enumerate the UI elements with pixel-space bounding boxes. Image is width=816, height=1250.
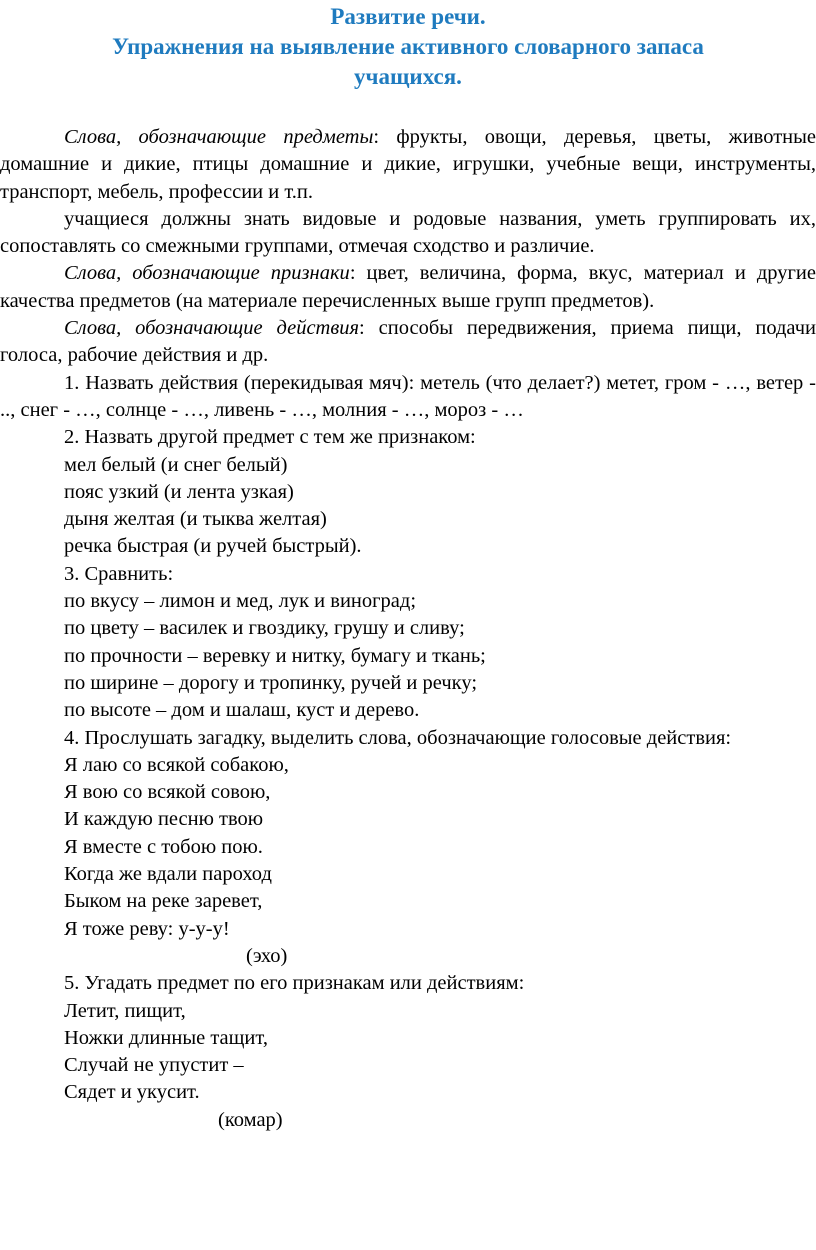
exercise-3-line: по прочности – веревку и нитку, бумагу и ткань; — [64, 644, 486, 667]
riddle-line: Ножки длинные тащит, — [64, 1026, 268, 1049]
exercise-3-line: по вкусу – лимон и мед, лук и виноград; — [64, 590, 417, 613]
actions-label: Слова, обозначающие действия — [64, 317, 360, 340]
objects-label: Слова, обозначающие предметы — [64, 126, 374, 148]
paragraph-features — [0, 260, 816, 315]
exercise-3-line: по высоте – дом и шалаш, куст и дерево. — [64, 699, 420, 722]
riddle-answer: (комар) — [218, 1108, 283, 1131]
exercise-5-title: 5. Угадать предмет по его признакам или действиям: — [64, 972, 525, 995]
exercise-1: 1. Назвать действия (перекидывая мяч): метель (что делает?) метет, гром - …, ветер - .., снег - …, солнце - …, ливень - …, молния - …, мороз - … — [0, 371, 816, 421]
riddle-line: Я лаю со всякой собакою, — [64, 753, 289, 776]
riddle-line: И каждую песню твою — [64, 808, 264, 831]
paragraph-actions — [0, 315, 816, 370]
riddle-line: Я тоже реву: у-у-у! — [64, 917, 230, 940]
paragraph-objects — [0, 124, 816, 206]
exercise-3-line: по цвету – василек и гвоздику, грушу и сливу; — [64, 617, 465, 640]
exercise-2-line: дыня желтая (и тыква желтая) — [64, 508, 327, 531]
exercise-2-title: 2. Назвать другой предмет с тем же признаком: — [64, 426, 476, 449]
document-body — [0, 124, 816, 1134]
exercise-3-line: по ширине – дорогу и тропинку, ручей и речку; — [64, 671, 478, 694]
riddle-line: Летит, пищит, — [64, 999, 186, 1022]
exercise-4-title: 4. Прослушать загадку, выделить слова, обозначающие голосовые действия: — [64, 726, 732, 749]
riddle-line: Я вместе с тобою пою. — [64, 835, 263, 858]
riddle-answer: (эхо) — [246, 944, 288, 967]
page-title: Развитие речи. — [330, 4, 486, 29]
paragraph-objects-note: учащиеся должны знать видовые и родовые названия, уметь группировать их, сопоставлять со смежными группами, отмечая сходство и различие. — [0, 207, 816, 258]
riddle-line: Я вою со всякой совою, — [64, 781, 271, 804]
exercise-3-title: 3. Сравнить: — [64, 562, 174, 585]
page-subtitle-line-2: учащихся. — [354, 64, 462, 89]
exercise-2-line: мел белый (и снег белый) — [64, 453, 288, 476]
page-subtitle-line-1: Упражнения на выявление активного словарного запаса — [112, 34, 704, 59]
riddle-line: Случай не упустит – — [64, 1054, 244, 1077]
exercise-2-line: пояс узкий (и лента узкая) — [64, 480, 294, 503]
exercise-2-line: речка быстрая (и ручей быстрый). — [64, 535, 362, 558]
riddle-line: Когда же вдали пароход — [64, 863, 272, 886]
features-label: Слова, обозначающие признаки — [64, 262, 350, 285]
riddle-line: Быком на реке заревет, — [64, 890, 263, 913]
actions-text: : способы передвижения, приема пищи, подачи голоса, рабочие действия и др. — [0, 317, 816, 367]
riddle-line: Сядет и укусит. — [64, 1081, 200, 1104]
objects-text: : фрукты, овощи, деревья, цветы, животные домашние и дикие, птицы домашние и дикие, игрушки, учебные вещи, инструменты, транспорт, мебель, профессии и т.п. — [0, 126, 816, 203]
features-text: : цвет, величина, форма, вкус, материал и другие качества предметов (на материале перечисленных выше групп предметов). — [0, 262, 816, 312]
